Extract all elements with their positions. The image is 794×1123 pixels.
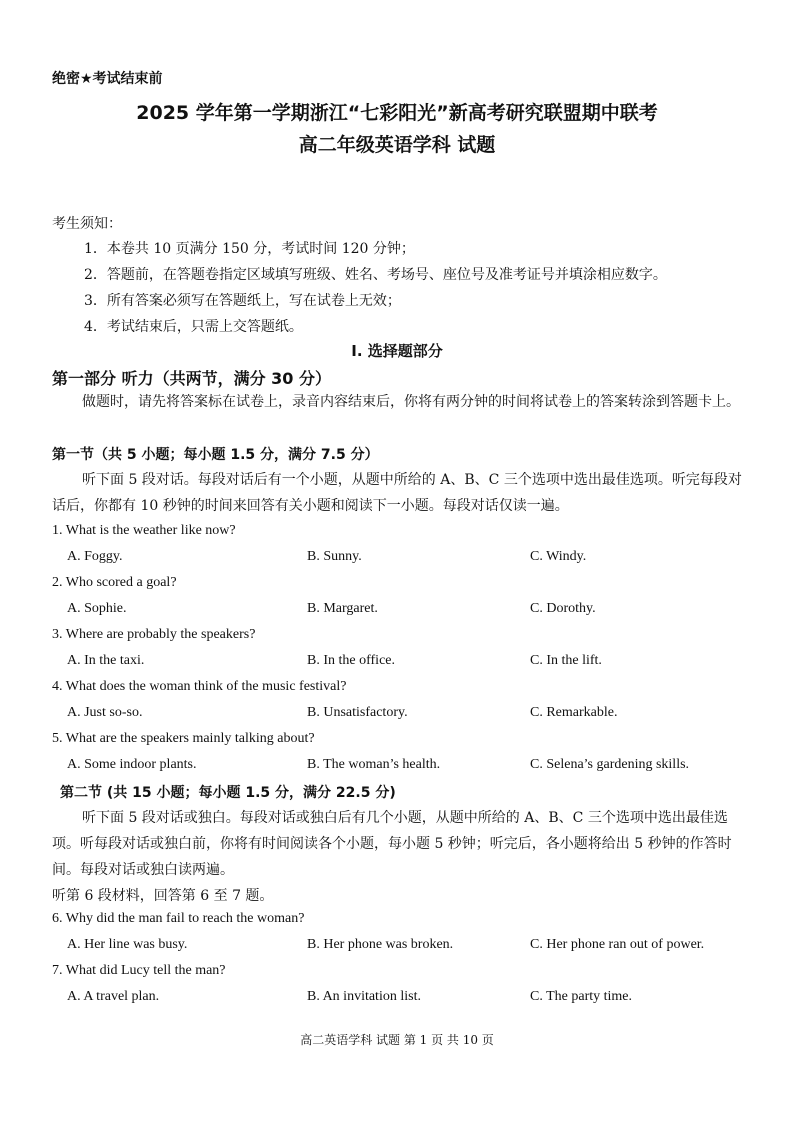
section-title: 第一部分 听力（共两节，满分 30 分） [52,369,331,388]
q2-option-b: B. Margaret. [307,601,378,616]
notice-item: 4．考试结束后，只需上交答题纸。 [84,319,303,335]
listening-intro: 做题时，请先将答案标在试卷上，录音内容结束后，你将有两分钟的时间将试卷上的答案转涂到答题卡上。 [82,394,740,410]
notice-item: 1．本卷共 10 页满分 150 分，考试时间 120 分钟； [84,241,415,257]
notice-title: 考生须知： [52,216,122,232]
q3-option-a: A. In the taxi. [67,653,145,668]
q5-option-a: A. Some indoor plants. [67,757,197,772]
exam-subtitle: 高二年级英语学科 试题 [298,134,496,156]
q6-option-b: B. Her phone was broken. [307,937,454,952]
q4-option-b: B. Unsatisfactory. [307,705,408,720]
q7-option-a: A. A travel plan. [67,989,160,1004]
q7-option-b: B. An invitation list. [307,989,421,1004]
notice-item: 2．答题前，在答题卷指定区域填写班级、姓名、考场号、座位号及准考证号并填涂相应数字。 [84,267,667,283]
section2-directions: 听下面 5 段对话或独白。每段对话或独白后有几个小题，从题中所给的 A、B、C 三个选项中选出最佳选项。听每段对话或独白前，你将有时间阅读各个小题，每小题 5 秒钟；听完后，各小题将给出 5 秒钟的作答时间。每段对话或独白读两遍。 [52,810,732,878]
q5-option-c: C. Selena’s gardening skills. [530,757,690,772]
q1-option-a: A. Foggy. [67,549,123,564]
notice-item: 3．所有答案必须写在答题纸上，写在试卷上无效； [84,293,401,309]
section2-title: 第二节 (共 15 小题；每小题 1.5 分，满分 22.5 分) [60,785,396,801]
material-note: 听第 6 段材料，回答第 6 至 7 题。 [52,888,274,904]
q2-option-c: C. Dorothy. [530,601,596,616]
section1-directions: 听下面 5 段对话。每段对话后有一个小题，从题中所给的 A、B、C 三个选项中选出最佳选项。听完每段对话后，你都有 10 秒钟的时间来回答有关小题和阅读下一小题。每段对话仅读一遍。 [52,472,742,514]
question-2: 2. Who scored a goal? [52,575,177,590]
section1-title: 第一节（共 5 小题；每小题 1.5 分，满分 7.5 分） [52,447,379,463]
question-5: 5. What are the speakers mainly talking about? [52,731,315,746]
q1-option-b: B. Sunny. [307,549,362,564]
q4-option-a: A. Just so-so. [67,705,143,720]
question-1: 1. What is the weather like now? [52,523,236,538]
q1-option-c: C. Windy. [530,549,587,564]
confidential-label: 绝密★考试结束前 [52,71,163,87]
question-4: 4. What does the woman think of the music festival? [52,679,347,694]
q3-option-b: B. In the office. [307,653,395,668]
page-footer: 高二英语学科 试题 第 1 页 共 10 页 [300,1033,494,1047]
part-heading: I. 选择题部分 [351,342,443,360]
q7-option-c: C. The party time. [530,989,632,1004]
question-7: 7. What did Lucy tell the man? [52,963,226,978]
exam-title: 2025 学年第一学期浙江“七彩阳光”新高考研究联盟期中联考 [136,102,658,124]
q6-option-a: A. Her line was busy. [67,937,188,952]
question-3: 3. Where are probably the speakers? [52,627,256,642]
q3-option-c: C. In the lift. [530,653,602,668]
question-6: 6. Why did the man fail to reach the woman? [52,911,305,926]
q5-option-b: B. The woman’s health. [307,757,441,772]
q2-option-a: A. Sophie. [67,601,127,616]
q4-option-c: C. Remarkable. [530,705,618,720]
q6-option-c: C. Her phone ran out of power. [530,937,705,952]
